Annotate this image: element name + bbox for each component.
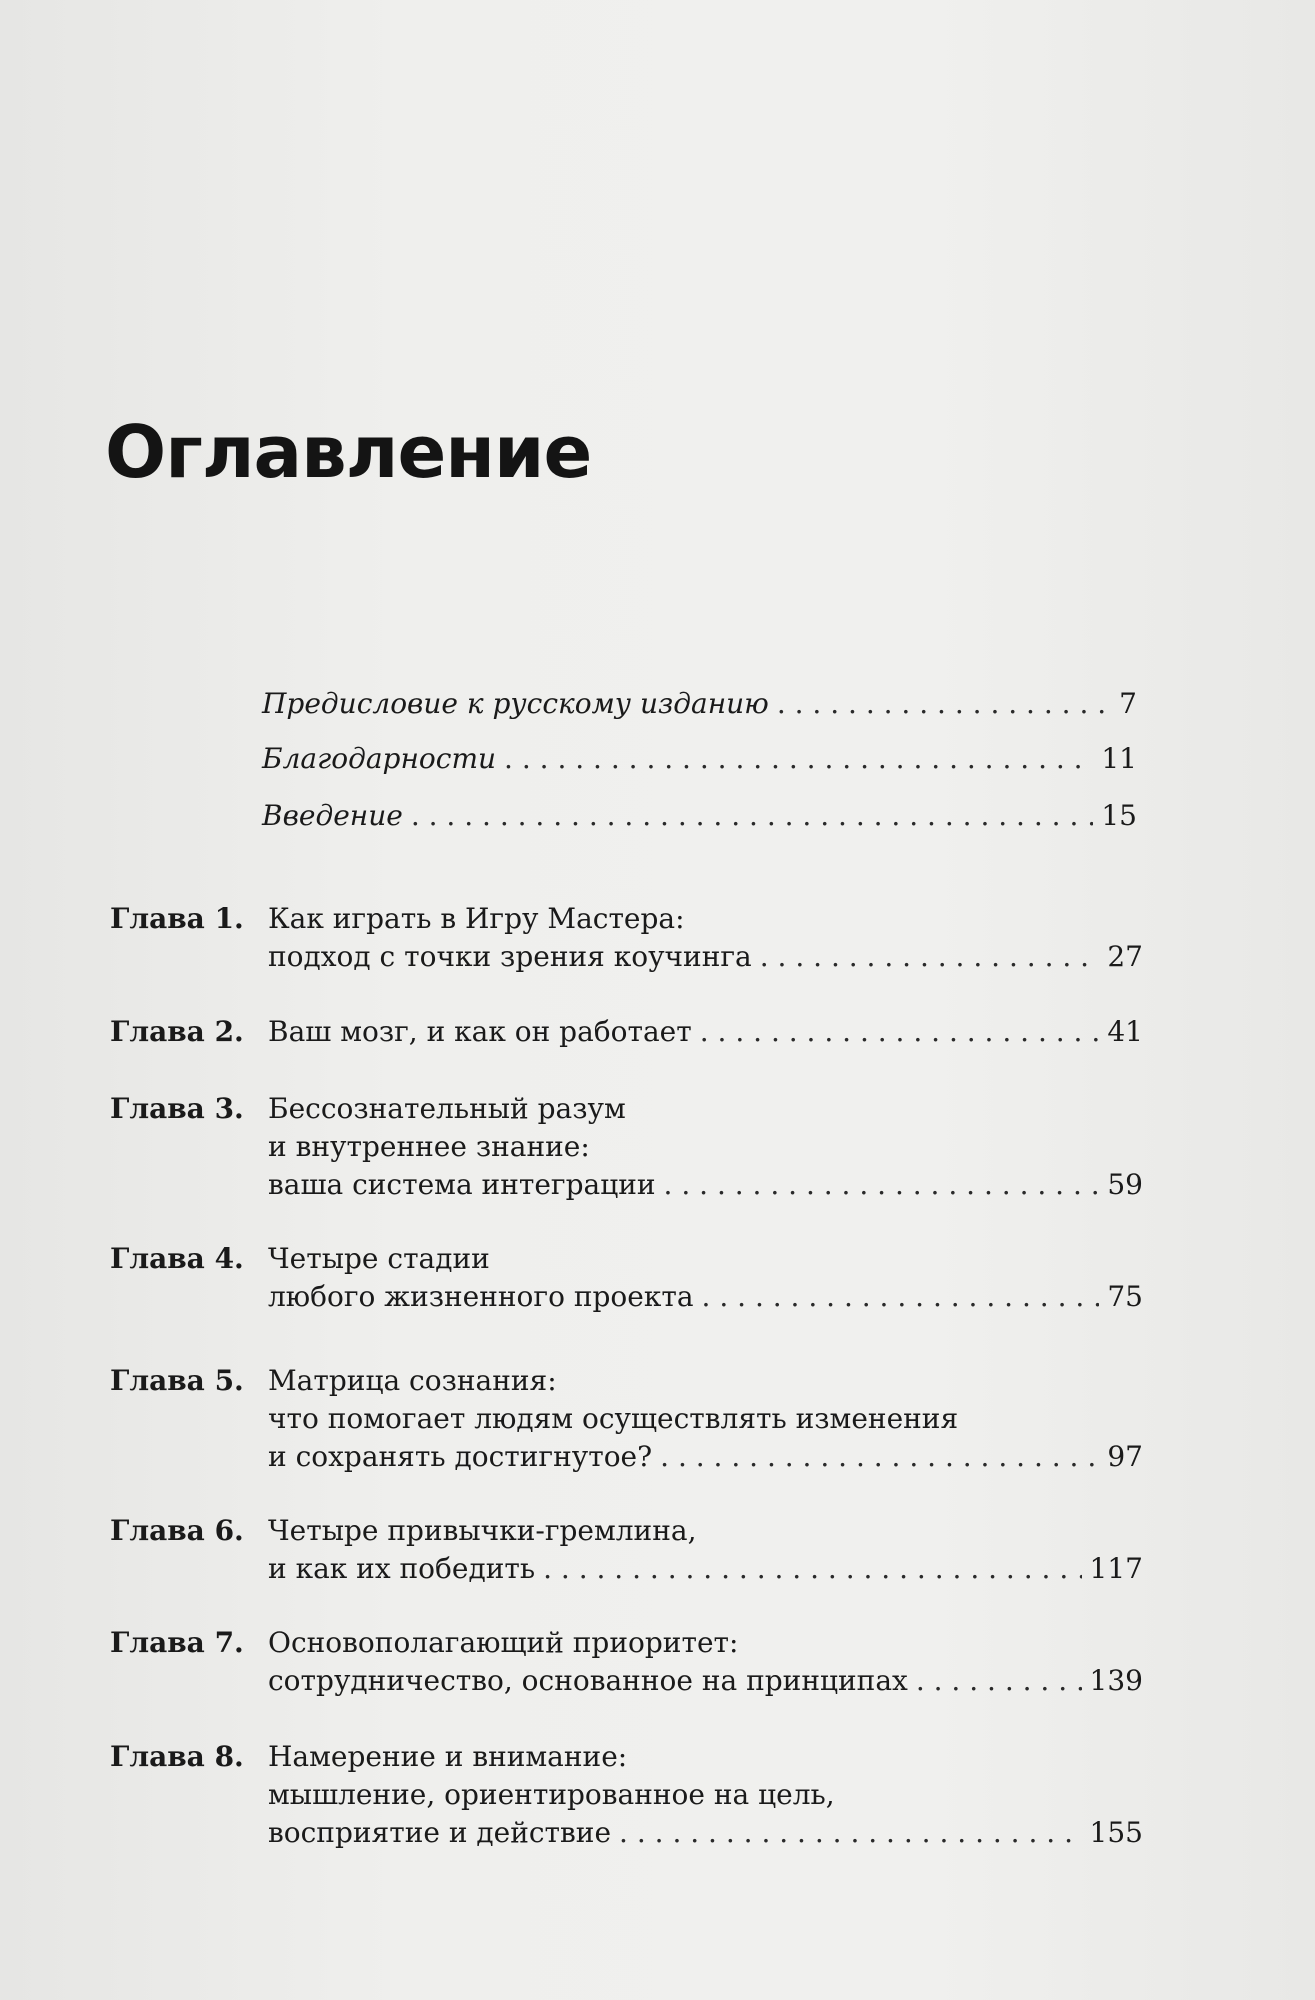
- dot-leader: [504, 740, 1093, 778]
- toc-page-number: 117: [1089, 1552, 1143, 1585]
- toc-page-number: 59: [1107, 1168, 1143, 1201]
- dot-leader: [760, 938, 1100, 976]
- toc-entry-text: Благодарности: [262, 742, 497, 775]
- chapter-label: Глава 5.: [110, 1364, 244, 1397]
- chapter-title-line: подход с точки зрения коучинга: [268, 940, 752, 973]
- dot-leader: [543, 1550, 1081, 1588]
- toc-page-number: 15: [1101, 799, 1137, 832]
- dot-leader: [619, 1814, 1082, 1852]
- toc-page-number: 27: [1107, 940, 1143, 973]
- toc-page-number: 97: [1107, 1440, 1143, 1473]
- dot-leader: [411, 797, 1094, 835]
- dot-leader: [700, 1013, 1100, 1051]
- dot-leader: [702, 1278, 1100, 1316]
- toc-entry-text: Предисловие к русскому изданию: [262, 687, 769, 720]
- chapter-title-line: Основополагающий приоритет:: [268, 1626, 739, 1659]
- chapter-title-line: Четыре стадии: [268, 1242, 490, 1275]
- chapter-label: Глава 6.: [110, 1514, 244, 1547]
- dot-leader: [664, 1166, 1100, 1204]
- chapter-title-line: и как их победить: [268, 1552, 536, 1585]
- chapter-title-line: и внутреннее знание:: [268, 1130, 590, 1163]
- chapter-title-line: Намерение и внимание:: [268, 1740, 628, 1773]
- chapter-title-line: Бессознательный разум: [268, 1092, 626, 1125]
- chapter-label: Глава 1.: [110, 902, 244, 935]
- toc-page-number: 75: [1107, 1280, 1143, 1313]
- chapter-title-line: что помогает людям осуществлять изменения: [268, 1402, 959, 1435]
- dot-leader: [777, 685, 1111, 723]
- dot-leader: [660, 1438, 1099, 1476]
- chapter-label: Глава 2.: [110, 1015, 244, 1048]
- chapter-title-line: любого жизненного проекта: [268, 1280, 694, 1313]
- toc-page-number: 41: [1107, 1015, 1143, 1048]
- chapter-title-line: Ваш мозг, и как он работает: [268, 1015, 692, 1048]
- chapter-title-line: Матрица сознания:: [268, 1364, 557, 1397]
- toc-page-number: 11: [1101, 742, 1137, 775]
- chapter-title-line: и сохранять достигнутое?: [268, 1440, 653, 1473]
- toc-page-number: 155: [1089, 1816, 1143, 1849]
- chapter-title-line: Как играть в Игру Мастера:: [268, 902, 685, 935]
- page-title: Оглавление: [105, 410, 592, 494]
- toc-page-number: 139: [1089, 1664, 1143, 1697]
- toc-entry-text: Введение: [262, 799, 403, 832]
- chapter-title-line: Четыре привычки-гремлина,: [268, 1514, 697, 1547]
- chapter-title-line: ваша система интеграции: [268, 1168, 656, 1201]
- chapter-label: Глава 7.: [110, 1626, 244, 1659]
- chapter-label: Глава 8.: [110, 1740, 244, 1773]
- chapter-label: Глава 3.: [110, 1092, 244, 1125]
- toc-page-number: 7: [1119, 687, 1137, 720]
- chapter-title-line: мышление, ориентированное на цель,: [268, 1778, 835, 1811]
- chapter-title-line: сотрудничество, основанное на принципах: [268, 1664, 908, 1697]
- chapter-label: Глава 4.: [110, 1242, 244, 1275]
- chapter-title-line: восприятие и действие: [268, 1816, 612, 1849]
- dot-leader: [916, 1662, 1082, 1700]
